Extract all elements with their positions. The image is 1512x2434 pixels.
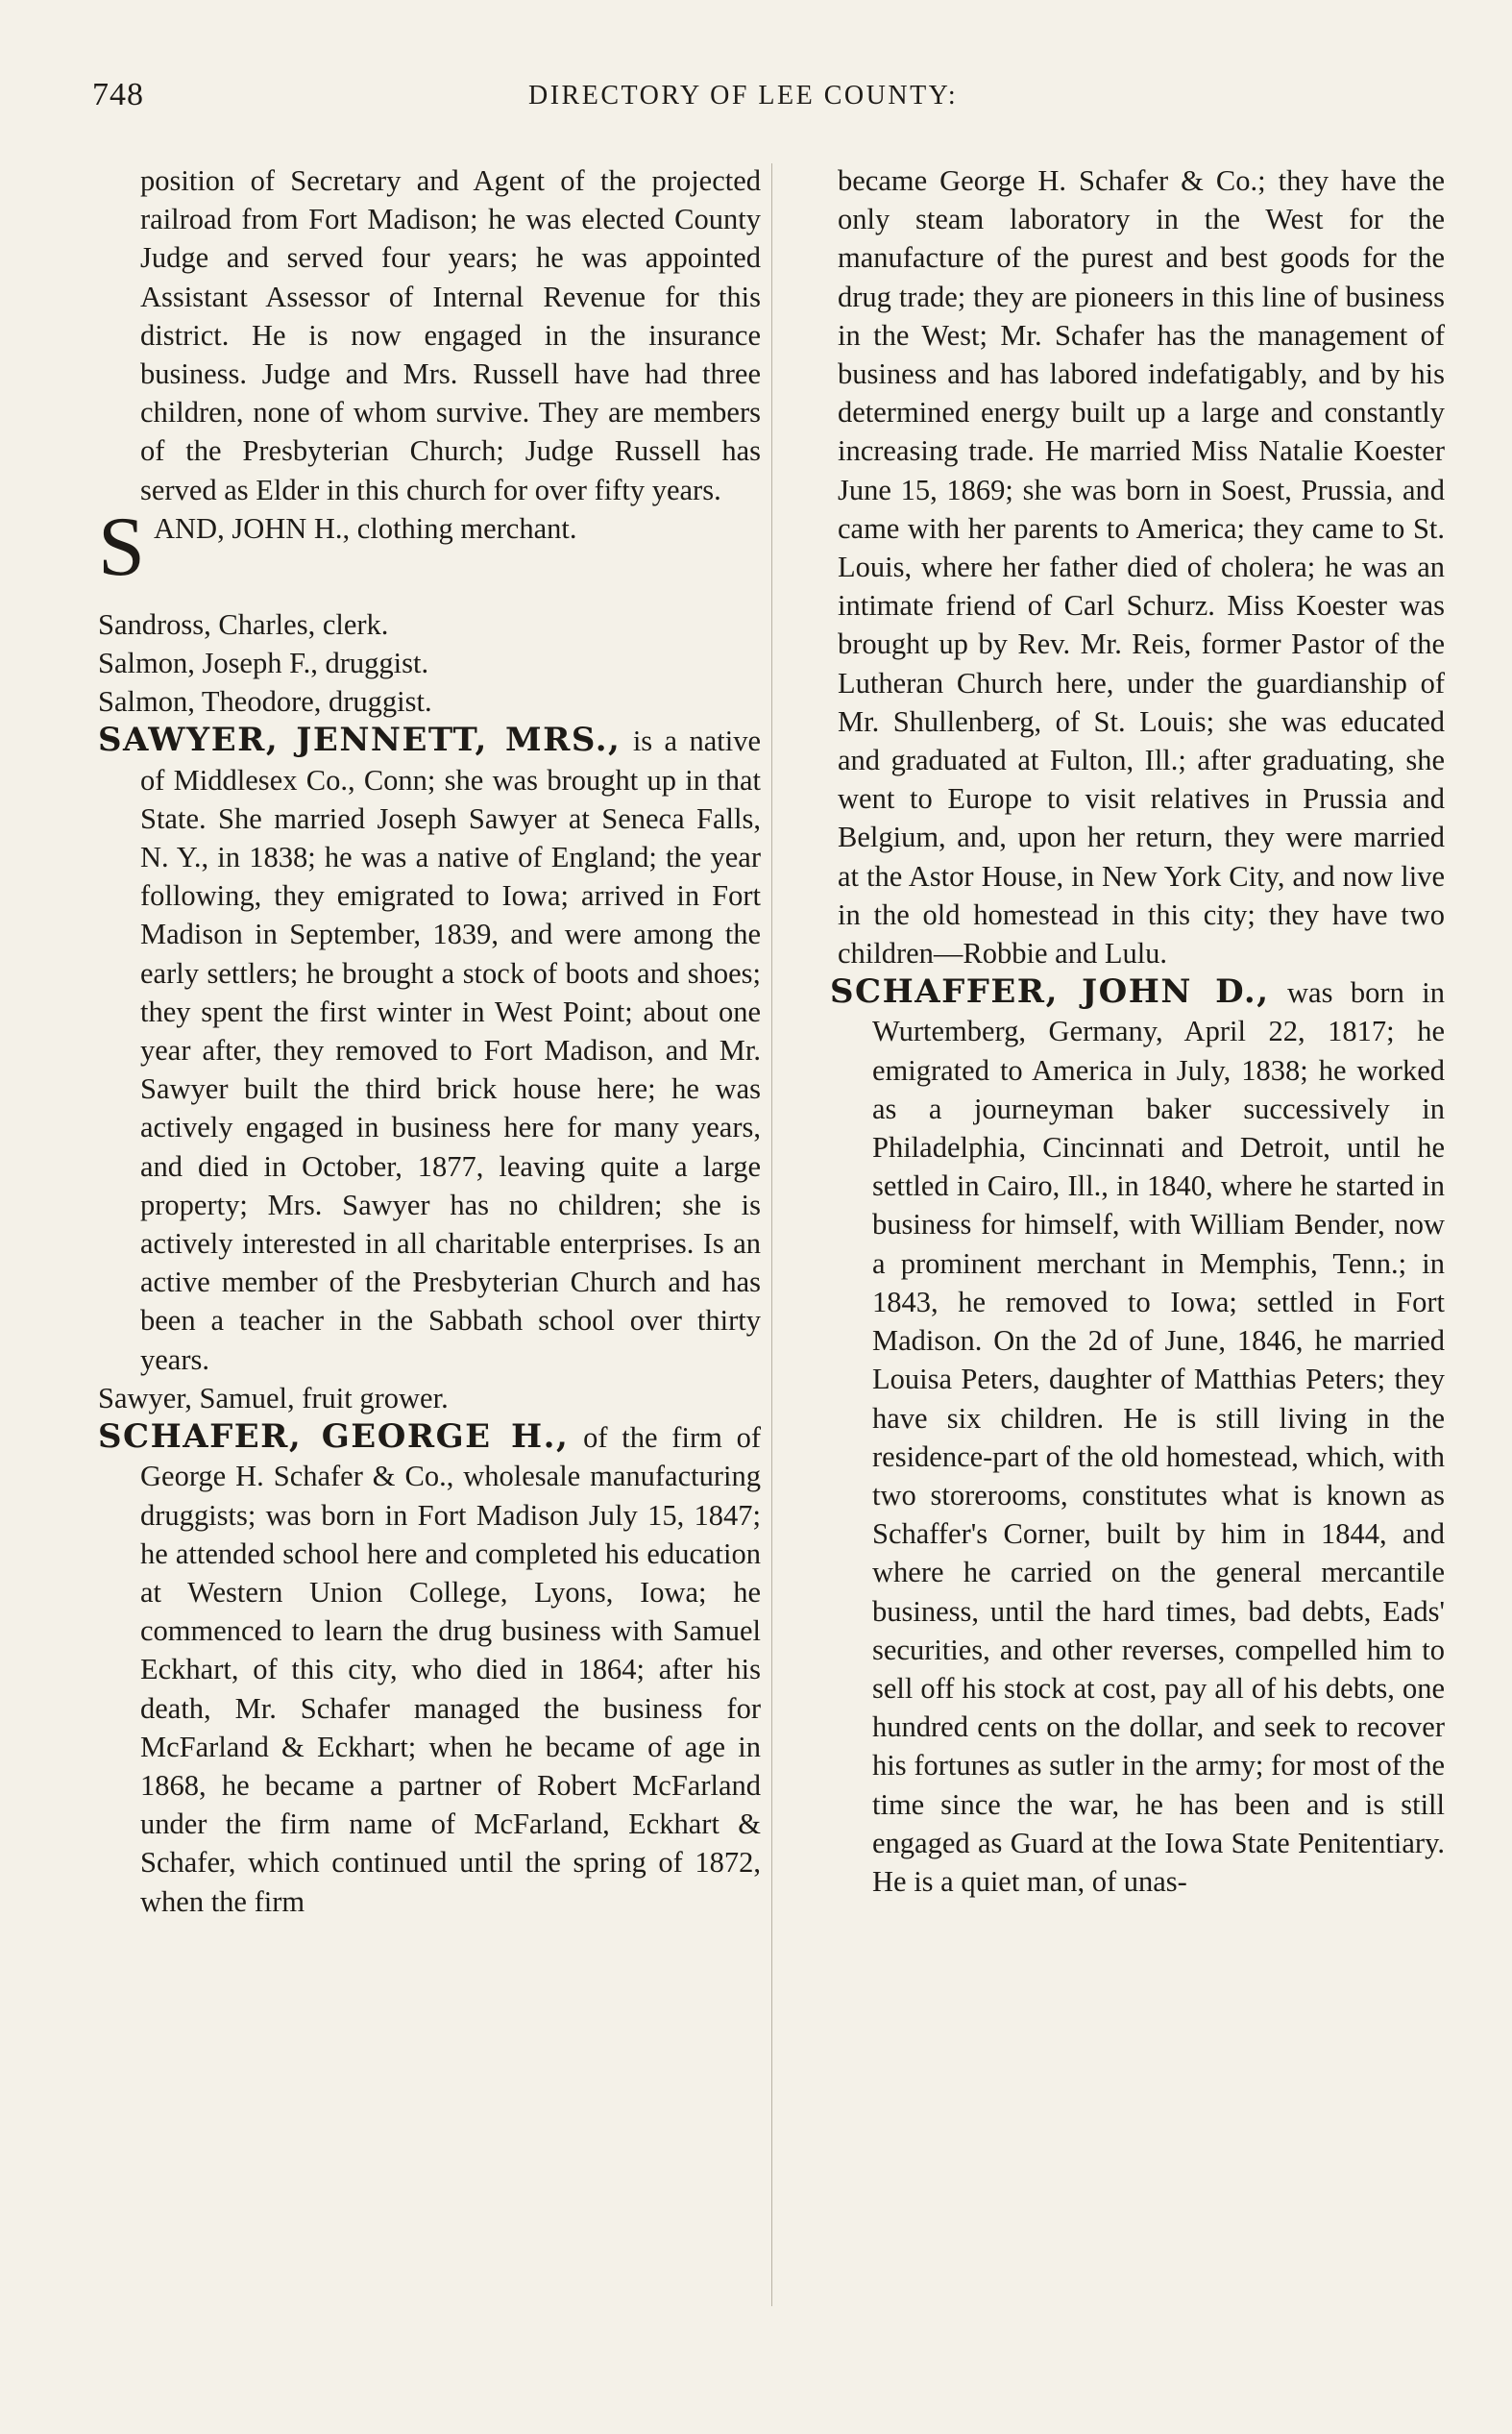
entry-sawyer-jennett	[98, 721, 761, 1378]
entry-text: of the firm of George H. Schafer & Co., wholesale manufacturing druggists; was born in Fort Madison July 15, 1847; he attended school here and completed his education at Western Union College, Lyons, Iowa; he commenced to learn the drug business with Samuel Eckhart, of this city, who died in 1864; after his death, Mr. Schafer managed the business for McFarland & Eckhart; when he became of age in 1868, he became a partner of Robert McFarland under the firm name of McFarland, Eckhart & Schafer, which continued until the spring of 1872, when the firm	[140, 1421, 761, 1918]
entry-sandross: Sandross, Charles, clerk.	[98, 607, 389, 641]
entry-text: was born in Wurtemberg, Germany, April 22, 1817; he emigrated to America in July, 1838; he worked as a journeyman baker successively in Philadelphia, Cincinnati and Detroit, until he settled in Cairo, Ill., in 1840, where he started in business for himself, with William Bender, now a prominent merchant in Memphis, Tenn.; in 1843, he removed to Iowa; settled in Fort Madison. On the 2d of June, 1846, he married Louisa Peters, daughter of Matthias Peters; they have six children. He is still living in the residence-part of the old homestead, which, with two storerooms, constitutes what is known as Schaffer's Corner, built by him in 1844, and where he carried on the general mercantile business, until the hard times, bad debts, Eads' securities, and other reverses, compelled him to sell off his stock at cost, pay all of his debts, one hundred cents on the dollar, and seek to recover his fortunes as sutler in the army; for most of the time since the war, he has been and is still engaged as Guard at the Iowa State Penitentiary. He is a quiet man, of unas-	[872, 976, 1445, 1898]
entry-schafer-continuation: became George H. Schafer & Co.; they have the only steam laboratory in the West for the manufacture of the purest and best goods for the drug trade; they are pioneers in this line of business in the West; Mr. Schafer has the management of business and has labored indefatigably, and by his determined energy built up a large and constantly increasing trade. He married Miss Natalie Koester June 15, 1869; she was born in Soest, Prussia, and came with her parents to America; they came to St. Louis, where her father died of cholera; he was an intimate friend of Carl Schurz. Miss Koester was brought up by Rev. Mr. Reis, former Pastor of the Lutheran Church here, under the guardianship of Mr. Shullenberg, of St. Louis; she was educated and graduated at Fulton, Ill.; after graduating, she went to Europe to visit relatives in Prussia and Belgium, and, upon her return, they were married at the Astor House, in New York City, and now live in the old homestead in this city; they have two children—Robbie and Lulu.	[838, 164, 1445, 971]
entry-sand-john	[98, 500, 761, 605]
entry-name: SCHAFER, GEORGE H.,	[98, 1417, 570, 1457]
entry-sawyer-samuel: Sawyer, Samuel, fruit grower.	[98, 1381, 449, 1414]
left-column	[98, 161, 761, 1921]
entry-schaffer-john	[830, 972, 1445, 1901]
entry-name: SCHAFFER, JOHN D.,	[830, 972, 1270, 1012]
entry-salmon-joseph: Salmon, Joseph F., druggist.	[98, 647, 429, 680]
running-title: DIRECTORY OF LEE COUNTY:	[528, 81, 959, 111]
column-divider	[771, 163, 772, 2306]
right-column	[830, 161, 1445, 1901]
page-number: 748	[92, 77, 144, 112]
entry-russell-continuation: position of Secretary and Agent of the projected railroad from Fort Madison; he was elected County Judge and served four years; he was appointed Assistant Assessor of Internal Revenue for this district. He is now engaged in the insurance business. Judge and Mrs. Russell have had three children, none of whom survive. They are members of the Presbyterian Church; Judge Russell has served as Elder in this church for over fifty years.	[140, 164, 761, 506]
entry-sand-text: AND, JOHN H., clothing merchant.	[154, 511, 577, 545]
entry-text: is a native of Middlesex Co., Conn; she was brought up in that State. She married Joseph Sawyer at Seneca Falls, N. Y., in 1838; he was a native of England; the year following, they emigrated to Iowa; arrived in Fort Madison in September, 1839, and were among the early settlers; he brought a stock of boots and shoes; they spent the first winter in West Point; about one year after, they removed to Fort Madison, and Mr. Sawyer built the third brick house here; he was actively engaged in business here for many years, and died in October, 1877, leaving quite a large property; Mrs. Sawyer has no children; she is actively interested in all charitable enterprises. Is an active member of the Presbyterian Church and has been a teacher in the Sabbath school over thirty years.	[140, 725, 762, 1376]
entry-name: SAWYER, JENNETT, MRS.,	[98, 721, 622, 760]
entry-schafer-george	[98, 1417, 761, 1921]
dropcap-letter: S	[98, 500, 145, 594]
entry-salmon-theodore: Salmon, Theodore, druggist.	[98, 685, 432, 719]
